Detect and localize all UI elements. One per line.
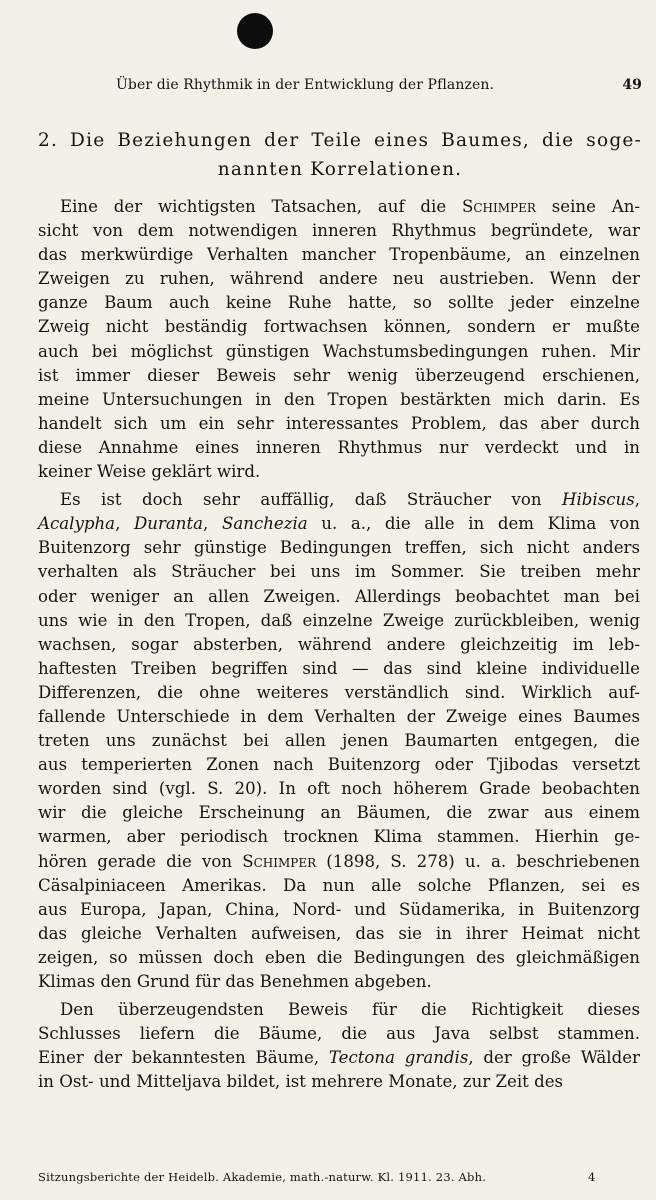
text-line: das gleiche Verhalten aufweisen, das sie in ihrer Heimat nicht xyxy=(38,923,640,943)
text-line: Schlusses liefern die Bäume, die aus Java selbst stammen. xyxy=(38,1024,640,1044)
text-line: diese Annahme eines inneren Rhythmus nur verdeckt und in xyxy=(38,437,640,457)
footer-citation: Sitzungsberichte der Heidelb. Akademie, math.-naturw. Kl. 1911. 23. Abh. xyxy=(38,1170,487,1184)
text-line: haftesten Treiben begriffen sind — das sind kleine individuelle xyxy=(38,658,640,678)
text-line: oder weniger an allen Zweigen. Allerdings beobachtet man bei xyxy=(38,586,640,606)
text-line: worden sind (vgl. S. 20). In oft noch höherem Grade beobachten xyxy=(38,779,640,799)
text-line: Zweigen zu ruhen, während andere neu austrieben. Wenn der xyxy=(38,269,640,289)
text-line: handelt sich um ein sehr interessantes Problem, das aber durch xyxy=(38,413,640,433)
text-line: wachsen, sogar absterben, während andere gleichzeitig im leb- xyxy=(38,634,640,654)
text-line: verhalten als Sträucher bei uns im Sommer. Sie treiben mehr xyxy=(38,562,640,582)
text-line: meine Untersuchungen in den Tropen bestärkten mich darin. Es xyxy=(38,389,640,409)
text-line: auch bei möglichst günstigen Wachstumsbedingungen ruhen. Mir xyxy=(38,341,640,361)
text-line: warmen, aber periodisch trocknen Klima stammen. Hierhin ge- xyxy=(38,827,640,847)
text-line: Eine der wichtigsten Tatsachen, auf die Schimper seine An- xyxy=(60,197,640,216)
text-line: sicht von dem notwendigen inneren Rhythmus begründete, war xyxy=(38,221,640,241)
text-line: Es ist doch sehr auffällig, daß Sträucher von Hibiscus, xyxy=(60,490,640,510)
running-head-title: Über die Rhythmik in der Entwicklung der Pflanzen. xyxy=(116,77,495,93)
text-line: Den überzeugendsten Beweis für die Richtigkeit dieses xyxy=(60,1000,640,1020)
text-line: aus Europa, Japan, China, Nord- und Südamerika, in Buitenzorg xyxy=(38,899,640,919)
page-number: 49 xyxy=(622,77,642,93)
text-line: Zweig nicht beständig fortwachsen können, sondern er mußte xyxy=(38,317,640,337)
text-line: aus temperierten Zonen nach Buitenzorg oder Tjibodas versetzt xyxy=(38,755,640,775)
text-line: hören gerade die von Schimper (1898, S. 278) u. a. beschriebenen xyxy=(38,851,640,871)
punch-hole xyxy=(237,13,273,49)
text-line: wir die gleiche Erscheinung an Bäumen, die zwar aus einem xyxy=(38,803,640,823)
section-heading-line-2: nannten Korrelationen. xyxy=(217,159,463,180)
text-line: Cäsalpiniaceen Amerikas. Da nun alle solche Pflanzen, sei es xyxy=(38,875,640,895)
body-text xyxy=(38,195,640,1098)
section-heading-line-1: 2. Die Beziehungen der Teile eines Baumes, die soge- xyxy=(38,130,642,151)
paragraph xyxy=(38,998,640,1094)
text-line: Acalypha, Duranta, Sanchezia u. a., die alle in dem Klima von xyxy=(38,514,640,534)
text-line: ist immer dieser Beweis sehr wenig überzeugend erschienen, xyxy=(38,365,640,385)
text-line: Buitenzorg sehr günstige Bedingungen treffen, sich nicht anders xyxy=(38,538,640,558)
text-line: Klimas den Grund für das Benehmen abgeben. xyxy=(38,972,432,991)
text-line: uns wie in den Tropen, daß einzelne Zweige zurückbleiben, wenig xyxy=(38,610,640,630)
text-line: Einer der bekanntesten Bäume, Tectona grandis, der große Wälder xyxy=(38,1048,640,1068)
text-line: keiner Weise geklärt wird. xyxy=(38,462,261,482)
sheet-signature: 4 xyxy=(588,1170,596,1184)
text-line: in Ost- und Mitteljava bildet, ist mehrere Monate, zur Zeit des xyxy=(38,1072,564,1092)
paragraph xyxy=(38,195,640,484)
text-line: das merkwürdige Verhalten mancher Tropenbäume, an einzelnen xyxy=(38,245,640,265)
section-heading xyxy=(38,126,642,184)
text-line: zeigen, so müssen doch eben die Bedingungen des gleichmäßigen xyxy=(38,947,640,967)
text-line: Differenzen, die ohne weiteres verständlich sind. Wirklich auf- xyxy=(38,682,640,702)
paragraph xyxy=(38,488,640,994)
text-line: ganze Baum auch keine Ruhe hatte, so sollte jeder einzelne xyxy=(38,293,640,313)
text-line: fallende Unterschiede in dem Verhalten der Zweige eines Baumes xyxy=(38,706,640,726)
text-line: treten uns zunächst bei allen jenen Baumarten entgegen, die xyxy=(38,731,640,751)
